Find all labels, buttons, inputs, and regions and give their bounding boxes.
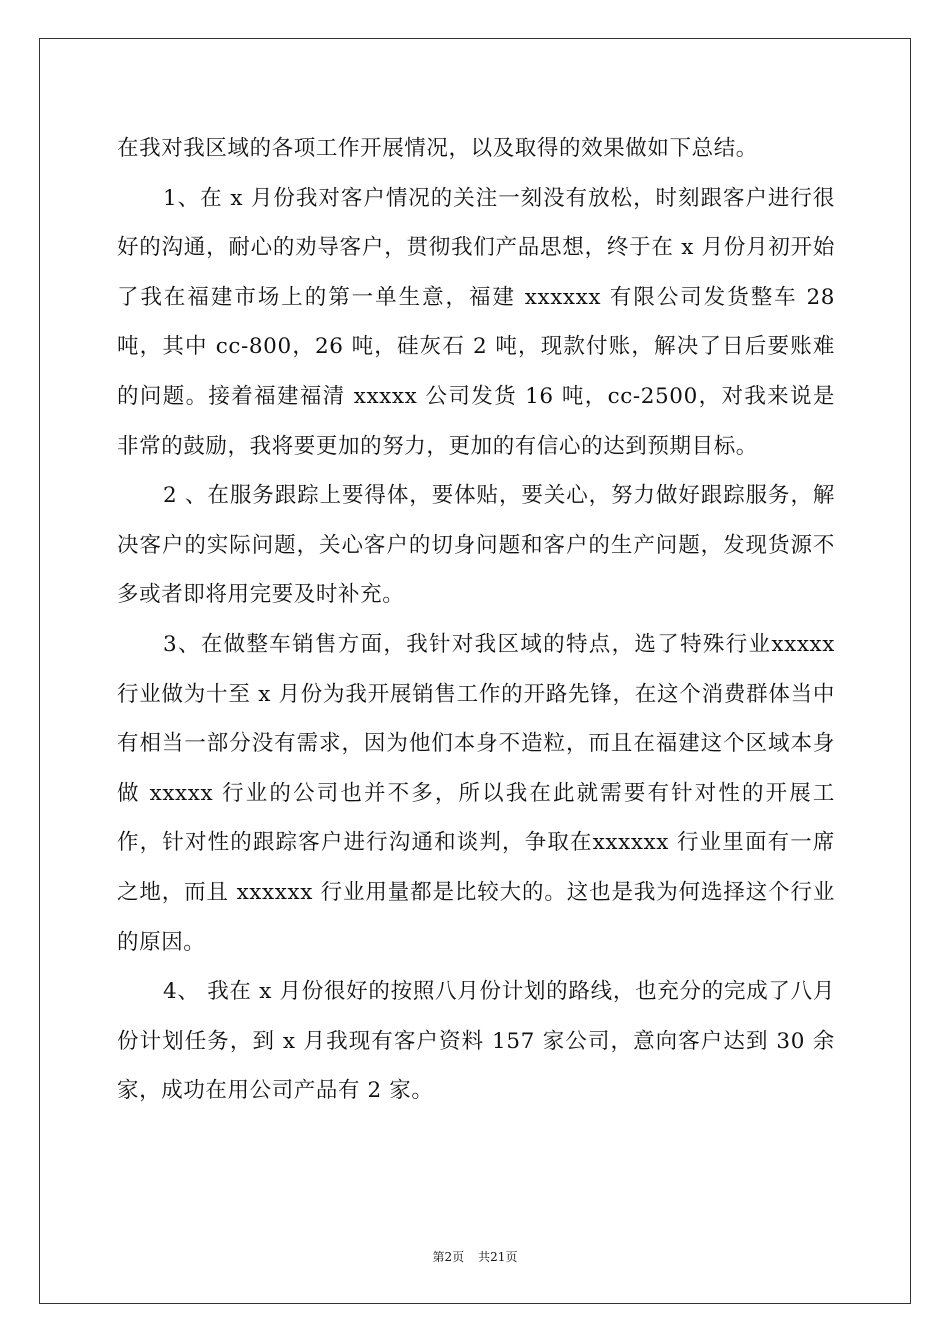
paragraph-item-1: 1、在 x 月份我对客户情况的关注一刻没有放松，时刻跟客户进行很好的沟通，耐心的劝导客户，贯彻我们产品思想，终于在 x 月份月初开始了我在福建市场上的第一单生意，福建 xxxxxx 有限公司发货整车 28 吨，其中 cc-800，26 吨，硅灰石 2 吨，现款付账，解决了日后要账难的问题。接着福建福清 xxxxx 公司发货 16 吨，cc-2500，对我来说是非常的鼓励，我将要更加的努力，更加的有信心的达到预期目标。 bbox=[117, 185, 835, 459]
paragraph-intro: 在我对我区域的各项工作开展情况，以及取得的效果做如下总结。 bbox=[117, 136, 758, 161]
document-body bbox=[117, 124, 835, 1116]
paragraph-item-3: 3、在做整车销售方面，我针对我区域的特点，选了特殊行业xxxxx 行业做为十至 x 月份为我开展销售工作的开路先锋，在这个消费群体当中有相当一部分没有需求，因为他们本身不造粒，而且在福建这个区域本身做 xxxxx 行业的公司也并不多，所以我在此就需要有针对性的开展工作，针对性的跟踪客户进行沟通和谈判，争取在xxxxxx 行业里面有一席之地，而且 xxxxxx 行业用量都是比较大的。这也是我为何选择这个行业的原因。 bbox=[117, 631, 835, 955]
paragraph-item-4: 4、 我在 x 月份很好的按照八月份计划的路线，也充分的完成了八月份计划任务，到 x 月我现有客户资料 157 家公司，意向客户达到 30 余家，成功在用公司产品有 2 家。 bbox=[117, 979, 835, 1104]
paragraph-item-2: 2 、在服务跟踪上要得体，要体贴，要关心，努力做好跟踪服务，解决客户的实际问题，关心客户的切身问题和客户的生产问题，发现货源不多或者即将用完要及时补充。 bbox=[117, 483, 835, 608]
page-number: 第2页 bbox=[432, 1250, 465, 1264]
total-pages: 共21页 bbox=[478, 1250, 518, 1264]
page-footer bbox=[0, 1248, 950, 1265]
